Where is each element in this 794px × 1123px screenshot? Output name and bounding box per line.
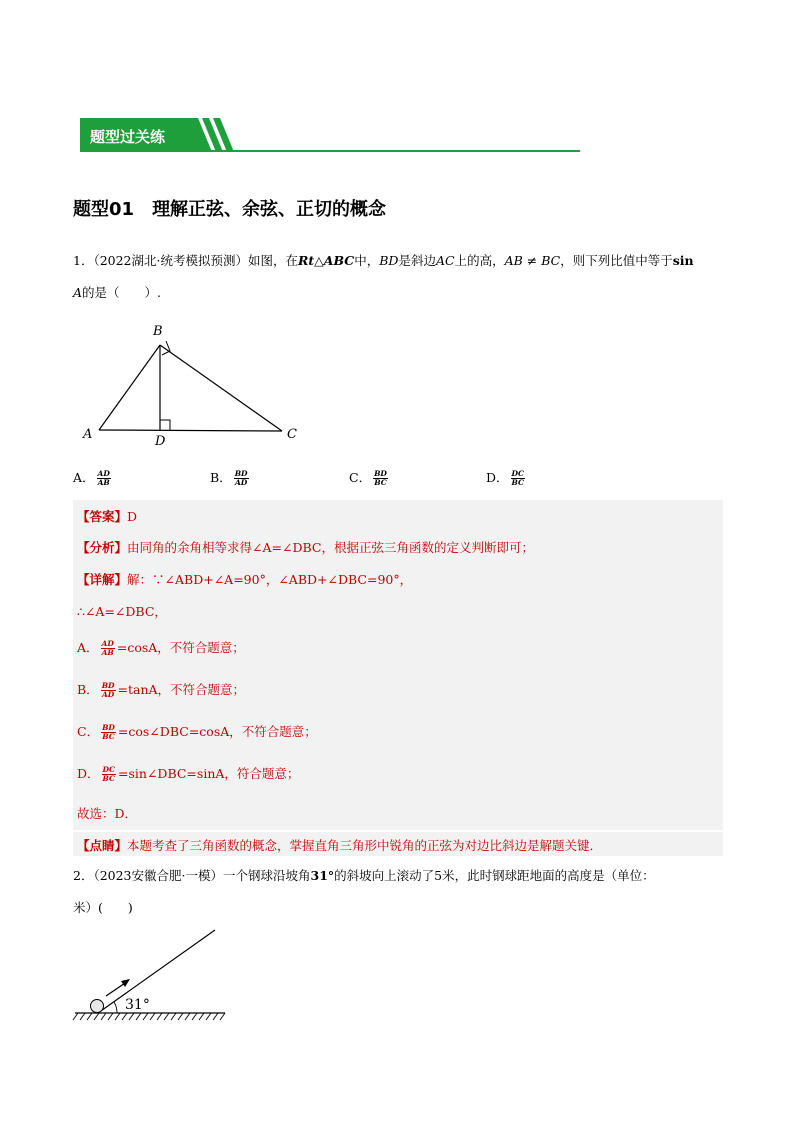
section-number: 题型01: [73, 199, 135, 220]
option-c: C． $\frac{BD}{BC}$: [349, 469, 387, 487]
detail-option-a: A． $\frac{AD}{AB}$ =cosA，不符合题意；: [77, 639, 245, 657]
q1-segment-ac: AC: [435, 253, 455, 268]
q1-stem-text: 1．（2022湖北·统考模拟预测）如图，在: [73, 253, 298, 268]
q1-angle-a: A: [73, 285, 83, 300]
detail-option-c: C． $\frac{BD}{BC}$ =cos∠DBC=cosA，不符合题意；: [77, 723, 317, 741]
vertex-c-label: C: [287, 427, 297, 442]
choose-line: 故选：D．: [77, 806, 138, 821]
q2-line1: 2．（2023安徽合肥·一模）一个钢球沿坡角31°的斜坡向上滚动了5米，此时钢球距地面的高度是（单位：: [73, 868, 655, 883]
detail-option-b: B． $\frac{BD}{AD}$ =tanA，不符合题意；: [77, 681, 246, 699]
q1-stem-text: 上的高，: [454, 253, 505, 268]
analysis-line: 【分析】由同角的余角相等求得∠A=∠DBC，根据正弦三角函数的定义判断即可；: [77, 540, 534, 555]
q1-inequality: AB ≠ BC: [504, 253, 561, 268]
option-a: A． $\frac{AD}{AB}$: [73, 469, 110, 487]
q1-stem-line1: [73, 253, 694, 269]
comment-line: 【点睛】本题考查了三角函数的概念，掌握直角三角形中锐角的正弦为对边比斜边是解题关键．: [77, 838, 603, 853]
banner-underline: [80, 150, 580, 152]
vertex-b-label: B: [153, 324, 163, 339]
vertex-a-label: A: [83, 427, 93, 442]
banner-label: 题型过关练: [90, 128, 166, 146]
detail-option-d: D． $\frac{DC}{BC}$ =sin∠DBC=sinA，符合题意；: [77, 765, 300, 783]
q1-stem-text: 中，: [354, 253, 380, 268]
triangle-figure: [78, 318, 308, 448]
vertex-d-label: D: [155, 434, 166, 448]
detail-line2: ∴∠A=∠DBC，: [77, 604, 167, 619]
q1-stem-line2: [73, 285, 161, 301]
q1-segment-bd: BD: [379, 253, 399, 268]
q1-stem-text: ，则下列比值中等于: [560, 253, 673, 268]
q1-sin: sin: [672, 253, 694, 268]
q1-stem-text: 是斜边: [398, 253, 436, 268]
q2-line2: 米）( ): [73, 900, 133, 915]
angle-label: 31°: [125, 997, 150, 1013]
arrow-icon: [121, 979, 130, 987]
q1-triangle: Rt△ABC: [298, 253, 355, 268]
detail-line1: 【详解】解：∵∠ABD+∠A=90°，∠ABD+∠DBC=90°，: [77, 572, 413, 587]
option-d: D． $\frac{DC}{BC}$: [486, 469, 525, 487]
option-b: B． $\frac{BD}{AD}$: [210, 469, 248, 487]
section-title: [73, 195, 386, 221]
answer-line: 【答案】D: [77, 509, 138, 524]
ball-icon: [91, 1000, 104, 1013]
slope-figure: [70, 925, 240, 1025]
section-heading: 理解正弦、余弦、正切的概念: [152, 199, 387, 220]
q1-stem-text: 的是（ ）.: [82, 285, 162, 300]
